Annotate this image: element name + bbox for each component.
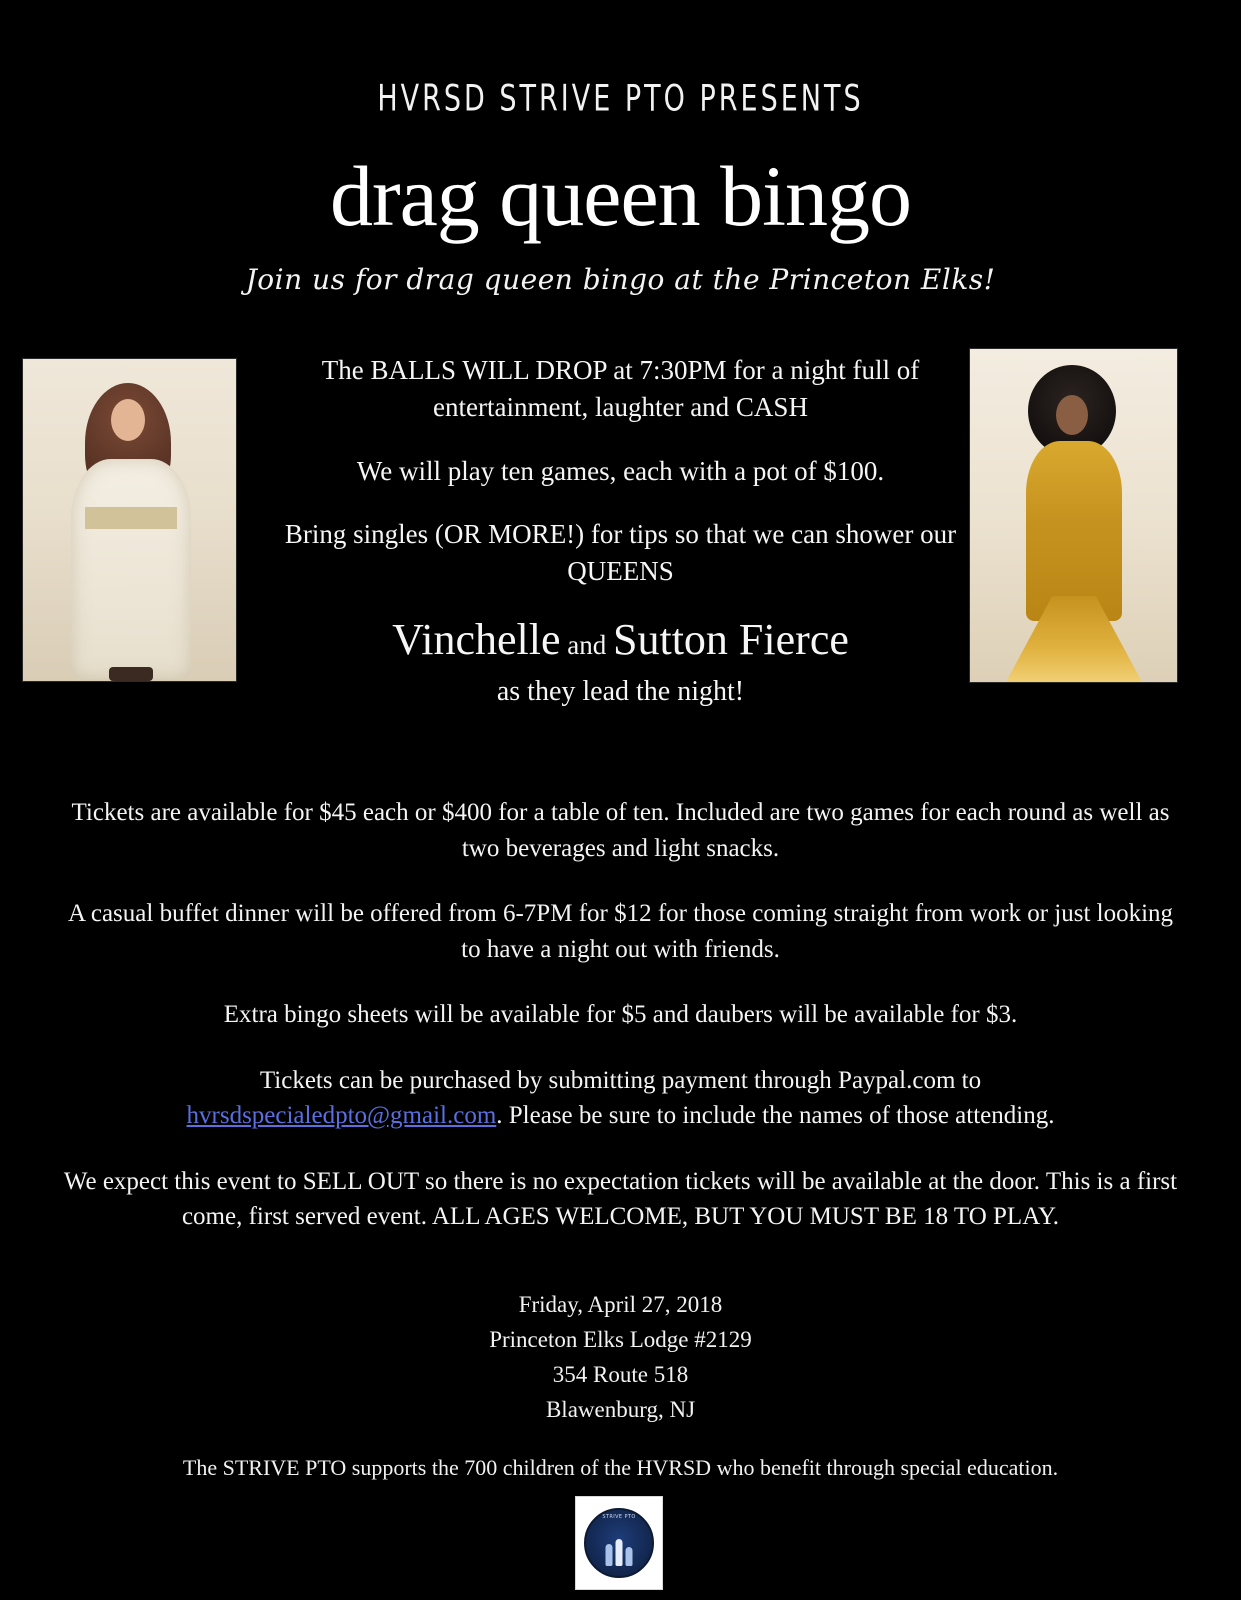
logo-figure-shape <box>606 1544 613 1566</box>
detail-payment-suffix: . Please be sure to include the names of those attending. <box>496 1102 1055 1129</box>
logo-emblem-icon <box>584 1508 654 1578</box>
queens-conjunction: and <box>560 630 614 661</box>
venue-block <box>0 1288 1241 1428</box>
logo-figure-shape <box>616 1539 623 1566</box>
shoe-shape <box>109 667 153 681</box>
performer-photo-right <box>969 348 1178 683</box>
head-shape <box>111 399 145 441</box>
logo-figures-icon <box>606 1539 633 1566</box>
detail-extras: Extra bingo sheets will be available for $5 and daubers will be available for $3. <box>223 1001 1018 1028</box>
intro-games: We will play ten games, each with a pot of $100. <box>356 455 885 486</box>
queen-name-two: Sutton Fierce <box>613 615 849 665</box>
sash-shape <box>85 507 177 529</box>
payment-email-link[interactable]: hvrsdspecialedpto@gmail.com <box>186 1102 497 1129</box>
queens-names <box>250 616 991 664</box>
page-title: drag queen bingo <box>329 148 912 244</box>
intro-tips <box>250 516 991 591</box>
performer-figure-left-illustration <box>23 359 236 681</box>
intro-queens-word: QUEENS <box>567 556 674 586</box>
intro-tips-text: Bring singles (OR MORE!) for tips so that we can shower our <box>284 518 957 549</box>
venue-name: Princeton Elks Lodge #2129 <box>489 1326 752 1352</box>
venue-street: 354 Route 518 <box>552 1361 689 1387</box>
event-intro-block <box>250 352 991 711</box>
presents-line: HVRSD STRIVE PTO PRESENTS <box>377 78 864 120</box>
event-details-block <box>60 795 1181 1265</box>
detail-payment-prefix: Tickets can be purchased by submitting payment through Paypal.com to <box>259 1066 982 1094</box>
logo-figure-shape <box>626 1547 633 1566</box>
detail-tickets: Tickets are available for $45 each or $400 for a table of ten. Included are two games for each round as well as two beverages and light snacks. <box>71 799 1170 862</box>
venue-city: Blawenburg, NJ <box>545 1396 696 1422</box>
detail-dinner: A casual buffet dinner will be offered from 6-7PM for $12 for those coming straight from work or just looking to have a night out with friends. <box>67 900 1174 963</box>
subtitle: Join us for drag queen bingo at the Princeton Elks! <box>245 263 996 297</box>
queen-name-one: Vinchelle <box>392 615 561 665</box>
strive-pto-logo <box>575 1496 663 1590</box>
footer-note: The STRIVE PTO supports the 700 children of the HVRSD who benefit through special education. <box>182 1455 1059 1480</box>
gown-shape <box>1026 441 1122 621</box>
head-shape <box>1056 395 1088 435</box>
logo-ring-text: STRIVE PTO <box>602 1514 636 1520</box>
detail-sellout: We expect this event to SELL OUT so there is no expectation tickets will be available at the door. This is a first come, first served event. ALL AGES WELCOME, BUT YOU MUST BE 18 TO PLAY. <box>63 1167 1178 1230</box>
performer-photo-left <box>22 358 237 682</box>
venue-date: Friday, April 27, 2018 <box>518 1292 723 1317</box>
intro-balls-drop: The BALLS WILL DROP at 7:30PM for a night full of entertainment, laughter and CASH <box>321 355 920 423</box>
queens-caption: as they lead the night! <box>496 675 745 707</box>
performer-figure-right-illustration <box>970 349 1177 682</box>
detail-payment <box>60 1063 1181 1134</box>
gown-shape <box>71 459 191 679</box>
